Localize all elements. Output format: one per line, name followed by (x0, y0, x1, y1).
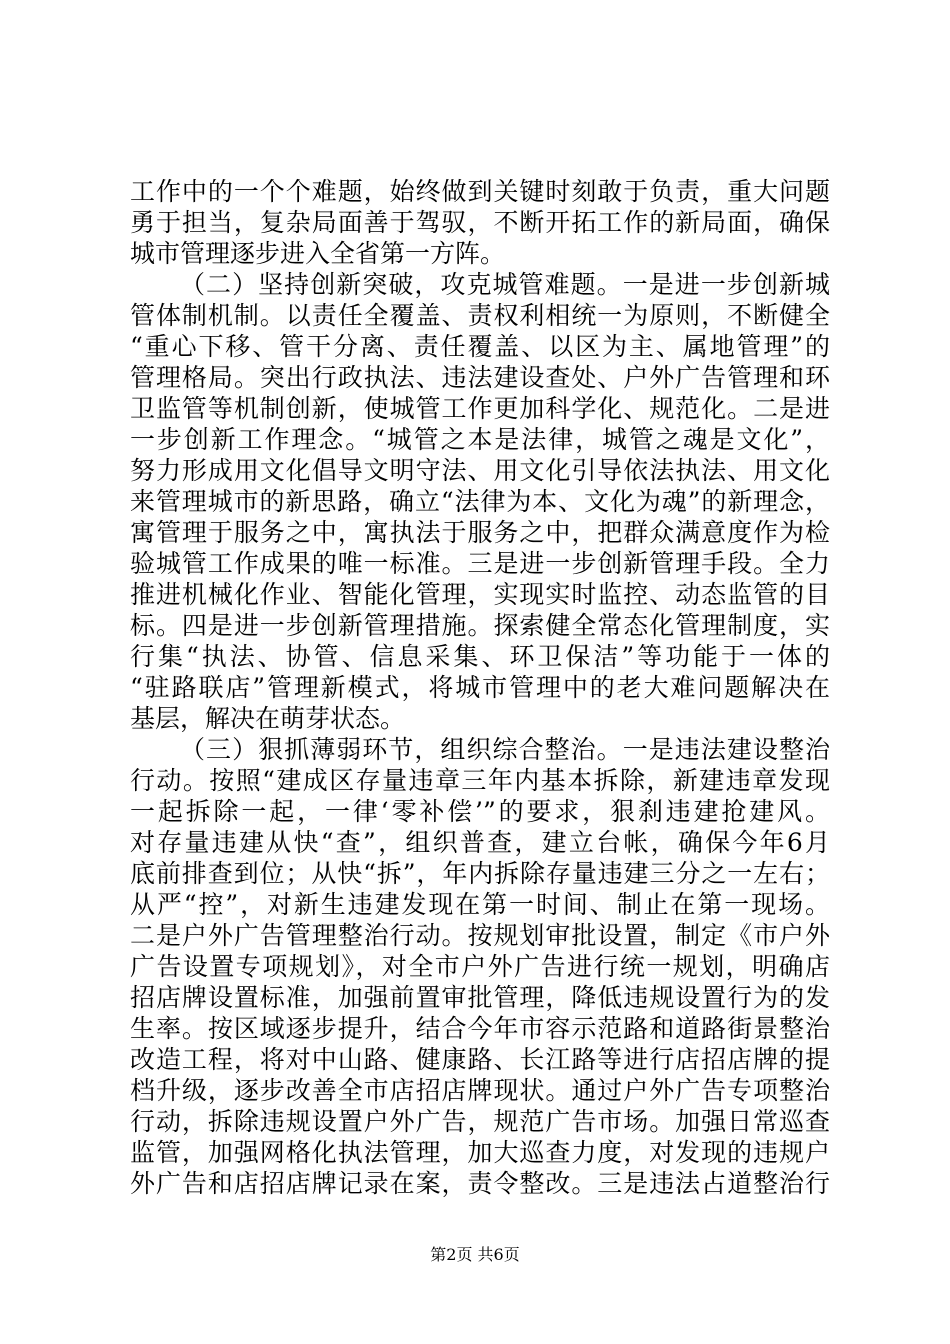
text-line: 寓管理于服务之中，寓执法于服务之中，把群众满意度作为检 (130, 518, 830, 547)
text-line: 一步创新工作理念。“城管之本是法律，城管之魂是文化”， (130, 425, 830, 454)
text-line: （三）狠抓薄弱环节，组织综合整治。一是违法建设整治 (180, 735, 830, 764)
text-line: 生率。按区域逐步提升，结合今年市容示范路和道路街景整治 (130, 1014, 830, 1043)
text-line: 一起拆除一起，一律‘零补偿’”的要求，狠刹违建抢建风。 (130, 797, 830, 826)
text-line: 标。四是进一步创新管理措施。探索健全常态化管理制度，实 (130, 611, 830, 640)
text-line: 努力形成用文化倡导文明守法、用文化引导依法执法、用文化 (130, 456, 830, 485)
text-line: 勇于担当，复杂局面善于驾驭，不断开拓工作的新局面，确保 (130, 208, 830, 237)
text-line: 监管，加强网格化执法管理，加大巡查力度，对发现的违规户 (130, 1138, 830, 1167)
text-line: 广告设置专项规划》，对全市户外广告进行统一规划，明确店 (130, 952, 830, 981)
text-line: 从严“控”，对新生违建发现在第一时间、制止在第一现场。 (130, 890, 830, 919)
text-line: 推进机械化作业、智能化管理，实现实时监控、动态监管的目 (130, 580, 830, 609)
text-line: 来管理城市的新思路，确立“法律为本、文化为魂”的新理念， (130, 487, 830, 516)
page-footer: 第2页 共6页 (430, 1245, 520, 1264)
text-line: 对存量违建从快“查”，组织普查，建立台帐，确保今年6月 (130, 828, 830, 857)
body-text (130, 176, 830, 1199)
text-line: 管体制机制。以责任全覆盖、责权利相统一为原则，不断健全 (130, 301, 830, 330)
text-line: 验城管工作成果的唯一标准。三是进一步创新管理手段。全力 (130, 549, 830, 578)
text-line: 档升级，逐步改善全市店招店牌现状。通过户外广告专项整治 (130, 1076, 830, 1105)
text-line: 卫监管等机制创新，使城管工作更加科学化、规范化。二是进 (130, 394, 830, 423)
text-line: 行集“执法、协管、信息采集、环卫保洁”等功能于一体的 (130, 642, 830, 671)
text-line: 行动。按照“建成区存量违章三年内基本拆除，新建违章发现 (130, 766, 830, 795)
text-line: 二是户外广告管理整治行动。按规划审批设置，制定《市户外 (130, 921, 830, 950)
text-line: 工作中的一个个难题，始终做到关键时刻敢于负责，重大问题 (130, 177, 830, 206)
text-line: 城市管理逐步进入全省第一方阵。 (130, 239, 506, 268)
text-line: 外广告和店招店牌记录在案，责令整改。三是违法占道整治行 (130, 1169, 830, 1198)
text-line: （二）坚持创新突破，攻克城管难题。一是进一步创新城 (180, 270, 830, 299)
text-line: 行动，拆除违规设置户外广告，规范广告市场。加强日常巡查 (130, 1107, 830, 1136)
text-line: “驻路联店”管理新模式，将城市管理中的老大难问题解决在 (130, 673, 830, 702)
text-line: 基层，解决在萌芽状态。 (130, 704, 406, 733)
text-line: 管理格局。突出行政执法、违法建设查处、户外广告管理和环 (130, 363, 830, 392)
text-line: “重心下移、管干分离、责任覆盖、以区为主、属地管理”的 (130, 332, 830, 361)
text-line: 招店牌设置标准，加强前置审批管理，降低违规设置行为的发 (130, 983, 830, 1012)
text-line: 改造工程，将对中山路、健康路、长江路等进行店招店牌的提 (130, 1045, 830, 1074)
text-line: 底前排查到位；从快“拆”，年内拆除存量违建三分之一左右； (130, 859, 830, 888)
